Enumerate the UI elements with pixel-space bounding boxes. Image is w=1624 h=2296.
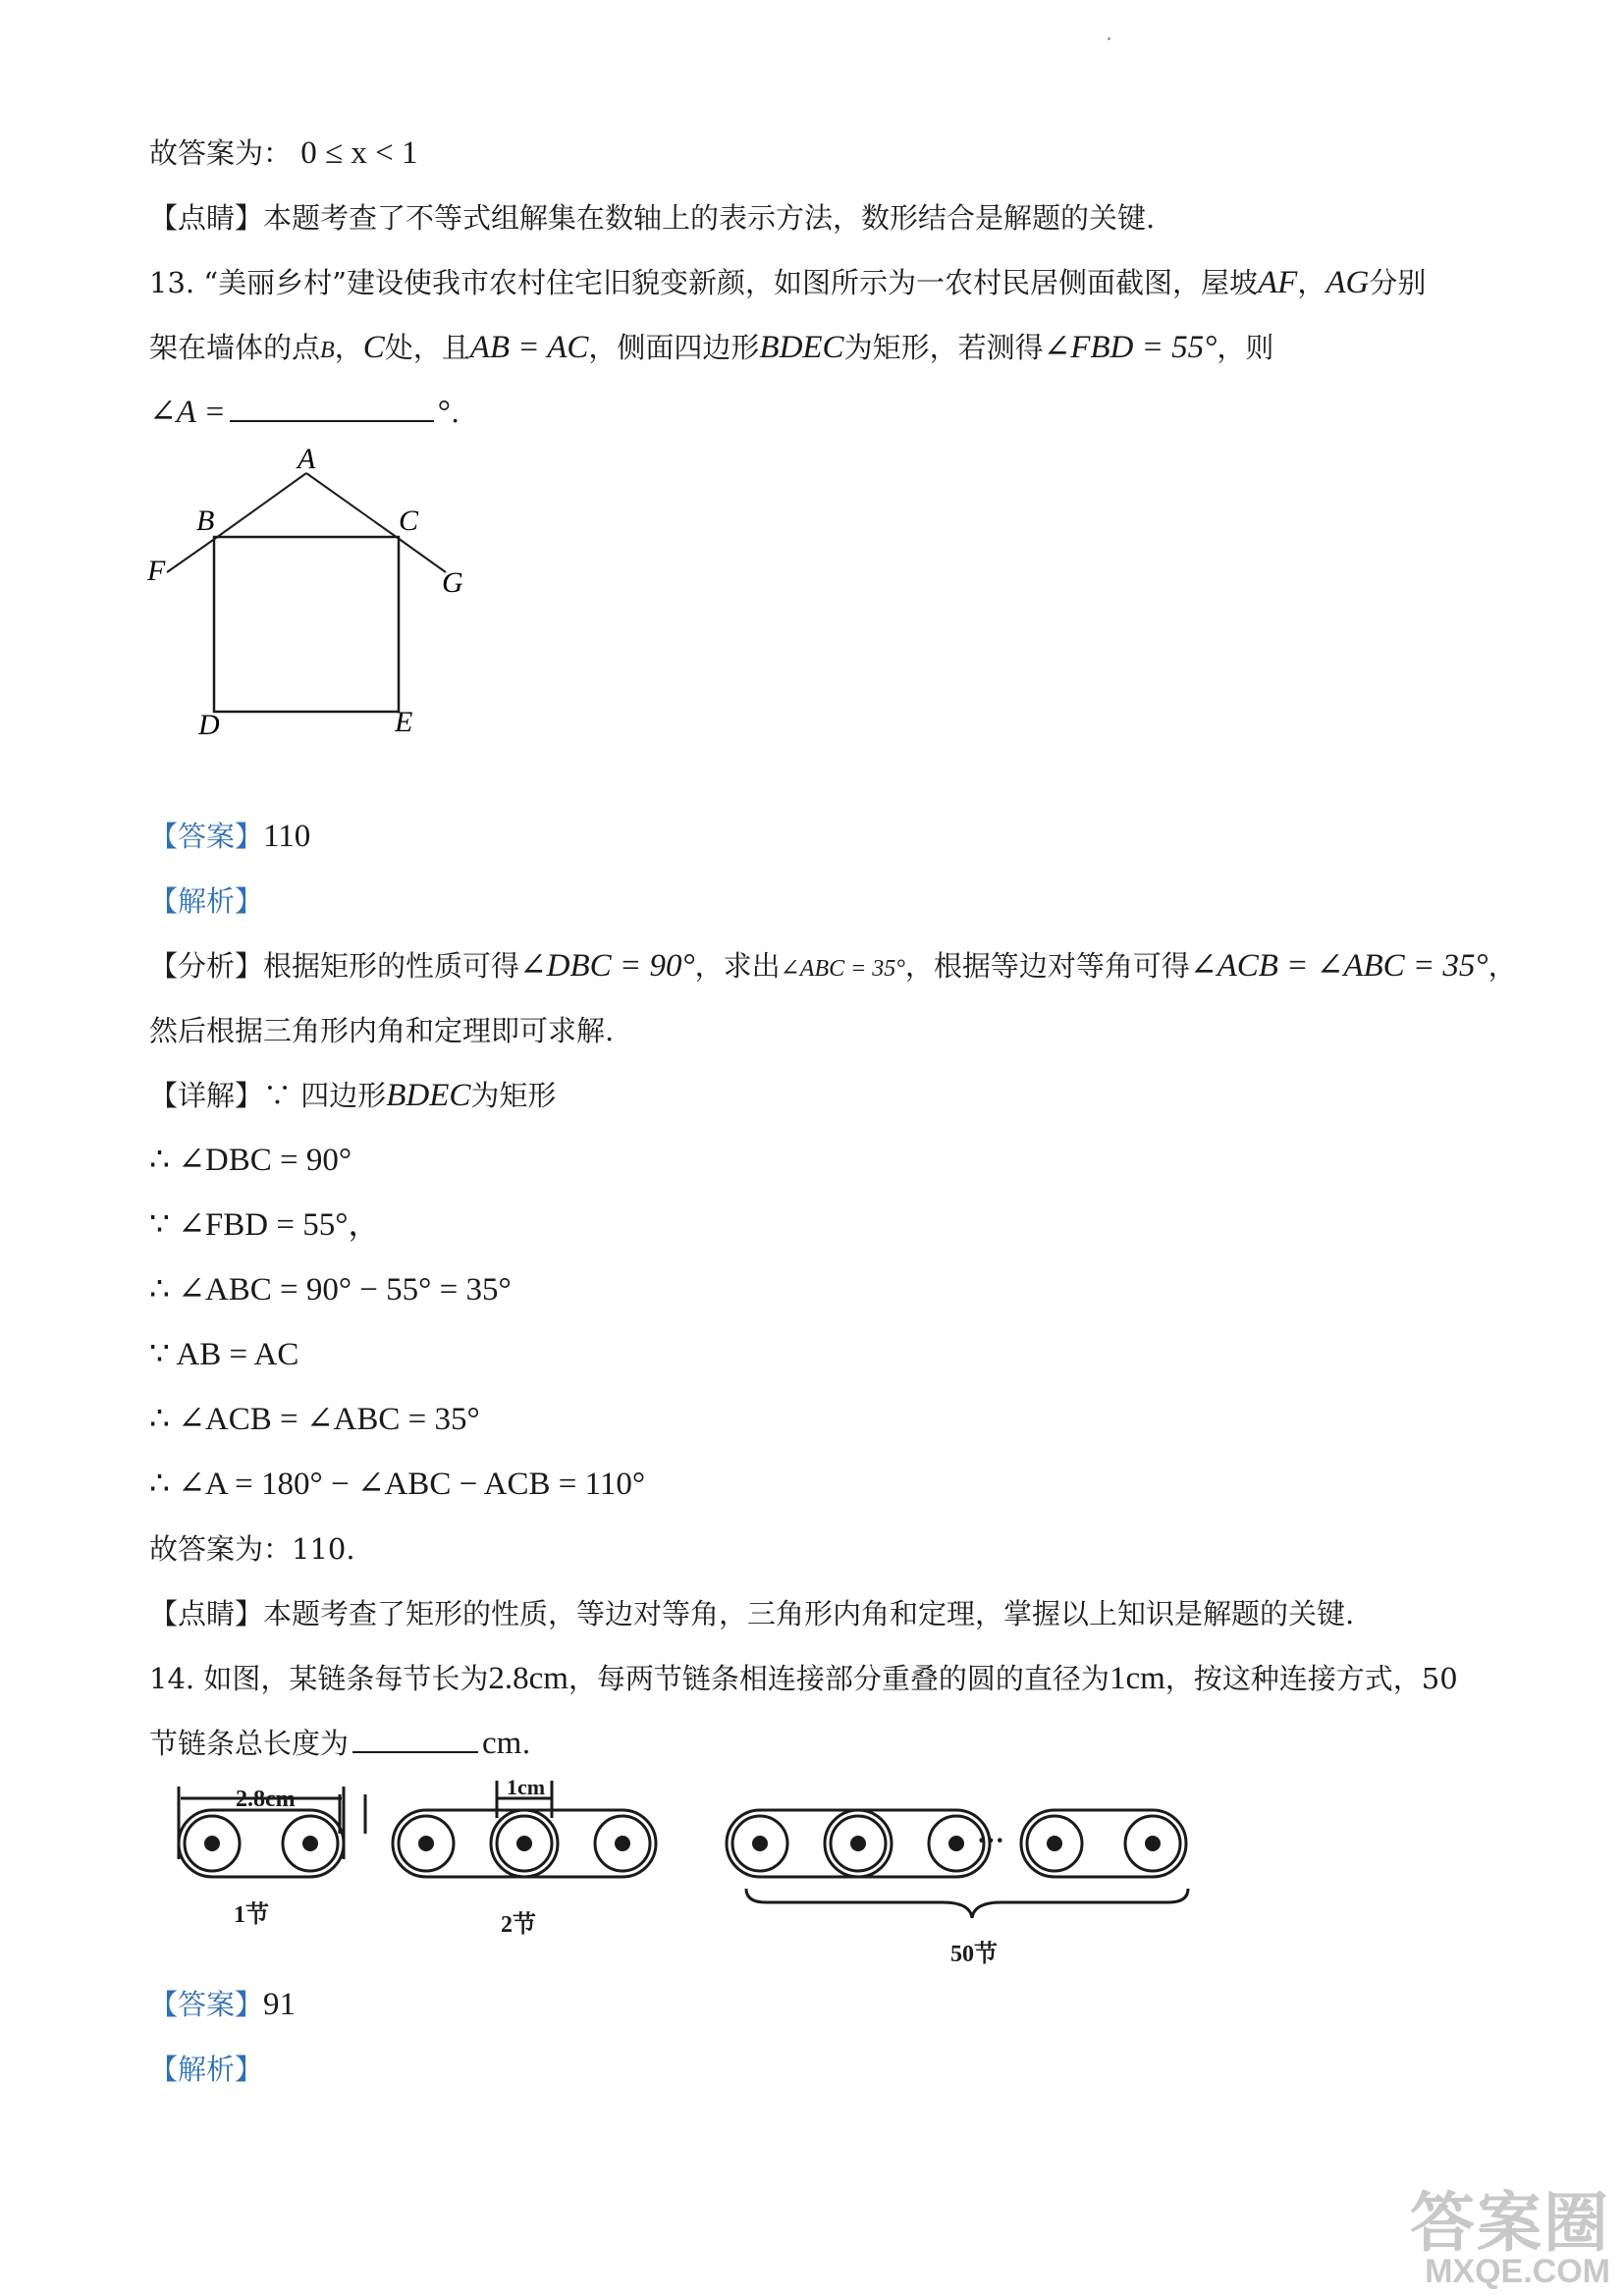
a13-dianjing: 【点睛】本题考查了矩形的性质，等边对等角，三角形内角和定理，掌握以上知识是解题的关键. bbox=[149, 1597, 1355, 1630]
ellipsis: ··· bbox=[977, 1826, 1005, 1856]
step-6: ∴ ∠A = 180° − ∠ABC − ACB = 110° bbox=[149, 1467, 646, 1502]
previous-answer-line bbox=[149, 133, 417, 173]
jiexi-tag: 【解析】 bbox=[149, 2053, 264, 2086]
step-5: ∴ ∠ACB = ∠ABC = 35° bbox=[149, 1402, 480, 1437]
a13-fenxi-2: 然后根据三角形内角和定理即可求解. bbox=[149, 1014, 615, 1047]
q13-line-1: 13. “美丽乡村”建设使我市农村住宅旧貌变新颜，如图所示为一农村民居侧面截图，屋坡AF，AG分别 bbox=[149, 265, 1427, 300]
step-4: ∵ AB = AC bbox=[149, 1337, 299, 1372]
a14-jiexi bbox=[149, 2050, 263, 2089]
a13-xiangjie: 【详解】∵ 四边形BDEC为矩形 bbox=[149, 1078, 557, 1113]
dim-label-2.8cm: 2.8cm bbox=[236, 1787, 296, 1812]
q14-line-1: 14. 如图，某链条每节长为2.8cm，每两节链条相连接部分重叠的圆的直径为1cm，按这种连接方式，50 bbox=[149, 1661, 1458, 1696]
step-2: ∵ ∠FBD = 55°， bbox=[149, 1207, 381, 1243]
label-C: C bbox=[399, 505, 419, 537]
label-G: G bbox=[442, 566, 463, 599]
step-3: ∴ ∠ABC = 90° − 55° = 35° bbox=[149, 1272, 512, 1308]
a13-final: 故答案为：110. bbox=[149, 1532, 355, 1566]
a13-jiexi bbox=[149, 881, 263, 921]
answer-value: 110 bbox=[263, 819, 311, 854]
caption-50: 50节 bbox=[950, 1942, 998, 1967]
answer-tag: 【答案】 bbox=[149, 820, 264, 853]
dianjing-text: 本题考查了不等式组解集在数轴上的表示方法，数形结合是解题的关键. bbox=[263, 201, 1156, 235]
a13-answer bbox=[149, 817, 310, 856]
q13-line-3: ∠A = °. bbox=[149, 395, 460, 430]
answer-blank bbox=[352, 1726, 478, 1753]
previous-comment-line bbox=[149, 198, 1155, 238]
label-B: B bbox=[196, 505, 215, 537]
inequality-expression: 0 ≤ x < 1 bbox=[300, 135, 418, 171]
jiexi-tag: 【解析】 bbox=[149, 884, 264, 918]
step-1: ∴ ∠DBC = 90° bbox=[149, 1143, 352, 1178]
caption-1: 1节 bbox=[234, 1902, 269, 1928]
answer-value: 91 bbox=[263, 1987, 297, 2022]
dim-label-1cm: 1cm bbox=[507, 1775, 546, 1799]
watermark: 答案圈 MXQE.COM bbox=[1410, 2186, 1610, 2290]
a14-answer bbox=[149, 1985, 296, 2024]
q13-line-2: 架在墙体的点B，C处，且AB = AC，侧面四边形BDEC为矩形，若测得∠FBD = 55°，则 bbox=[149, 330, 1274, 365]
label-D: D bbox=[198, 709, 220, 741]
house-figure bbox=[137, 447, 471, 741]
answer-tag: 【答案】 bbox=[149, 1988, 264, 2021]
answer-blank bbox=[230, 395, 434, 422]
answer-prefix: 故答案为： bbox=[149, 136, 293, 170]
q14-line-2: 节链条总长度为 cm. bbox=[149, 1726, 531, 1761]
caption-2: 2节 bbox=[501, 1912, 536, 1938]
page-dot bbox=[1108, 37, 1110, 40]
chain-figure bbox=[157, 1775, 1247, 1971]
label-F: F bbox=[147, 555, 166, 587]
dianjing-tag: 【点睛】 bbox=[149, 201, 264, 235]
label-A: A bbox=[298, 447, 316, 475]
label-E: E bbox=[395, 706, 413, 738]
a13-fenxi-1: 【分析】根据矩形的性质可得∠DBC = 90°，求出∠ABC = 35°，根据等边对等角可得∠ACB = ∠ABC = 35°， bbox=[149, 948, 1517, 984]
